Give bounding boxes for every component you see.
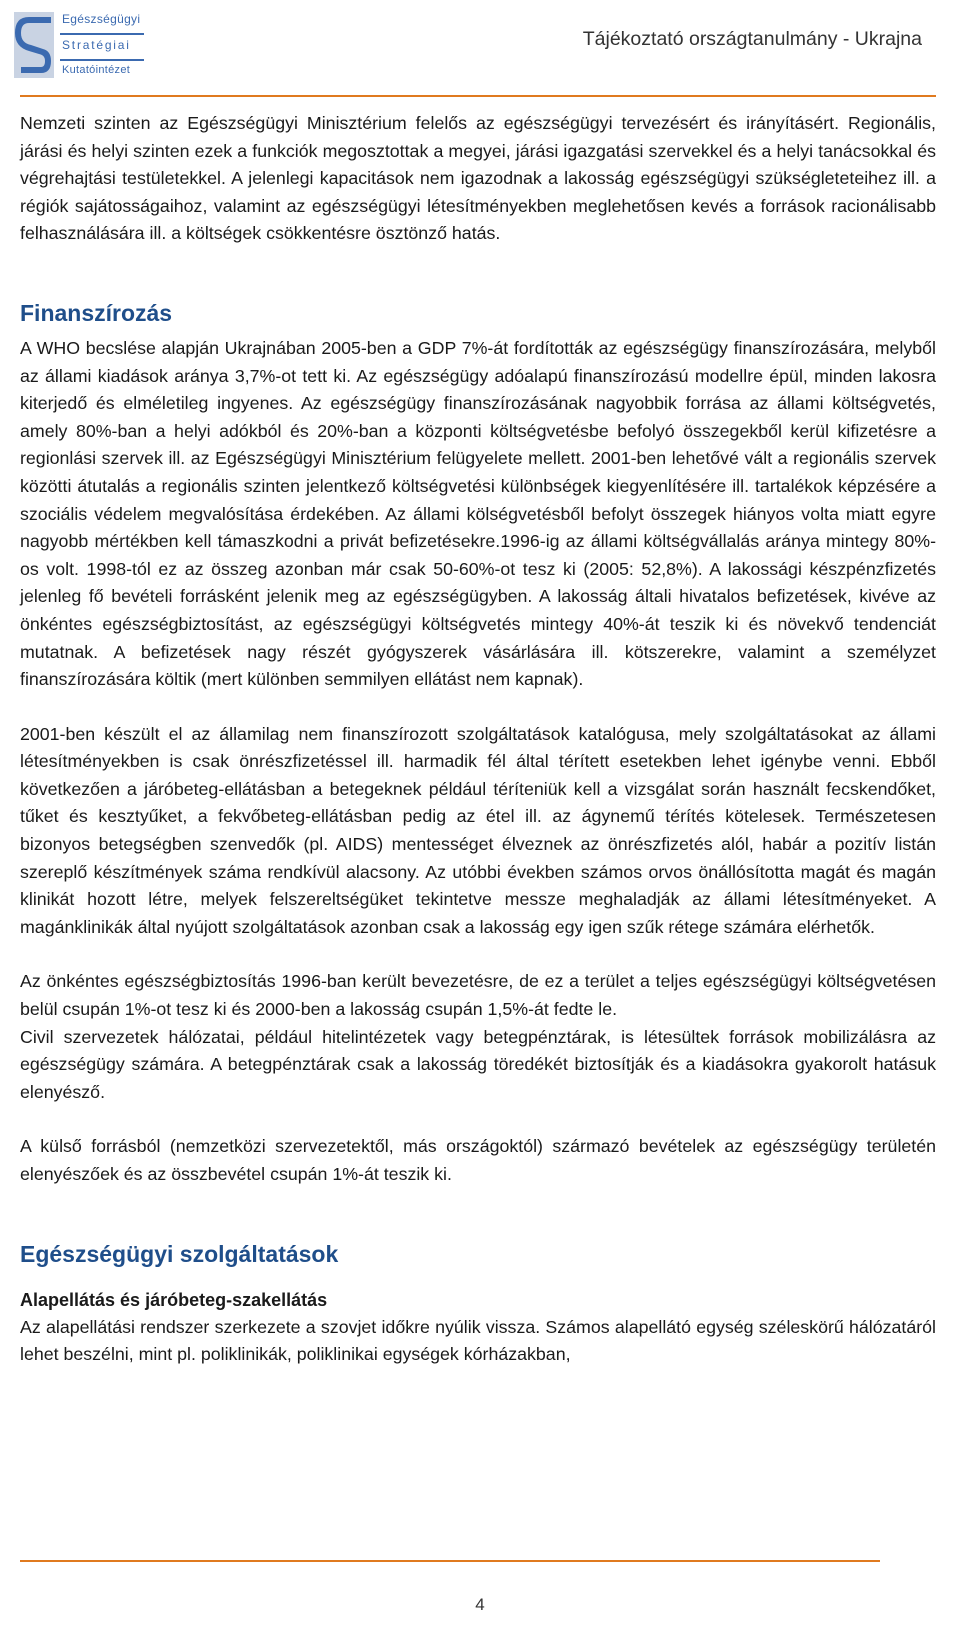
section-heading-financing: Finanszírozás [20, 299, 173, 326]
institute-logo [14, 8, 144, 82]
subsection-heading-primary-care: Alapellátás és járóbeteg-szakellátás [20, 1289, 328, 1310]
services-paragraph: Az alapellátási rendszer szerkezete a szovjet időkre nyúlik vissza. Számos alapellátó egység széleskörű hálózatáról lehet beszélni, mint pl. poliklinikák, poliklinikai egységek kórházakban, [20, 1316, 936, 1365]
intro-paragraph: Nemzeti szinten az Egészségügyi Minisztérium felelős az egészségügyi tervezésért és irányításért. Regionális, járási és helyi szinten ezek a funkciók megosztottak a megyei, járási igazgatási szervekkel és a helyi tanácsokkal és végrehajtási testületekkel. A jelenlegi kapacitások nem igazodnak a lakosság egészségügyi szükségleteteihez ill. a régiók sajátosságaihoz, valamint az egészségügyi létesítményekben meglehetősen kevés a források racionálisabb felhasználására ill. a költségek csökkentésre ösztönző hatás. [20, 113, 936, 244]
financing-paragraph-1: A WHO becslése alapján Ukrajnában 2005-ben a GDP 7%-át fordították az egészségügy finanszírozására, melyből az állami kiadások aránya 3,7%-ot tett ki. Az egészségügy adóalapú finanszírozású modellre épül, minden lakosra kiterjedő és elméletileg ingyenes. Az egészségügy finanszírozásának nagyobbik forrása az állami költségvetés, amely 80%-ban a helyi adókból és 20%-ban a központi költségvetésbe befolyó összegekből kerül kifizetésre a regionlási szervek ill. az Egészségügyi Minisztérium felügyelete mellett. 2001-ben lehetővé vált a regionális szervek közötti átutalás a regionális szinten jelentkező költségvetési különbségek kiegyenlítésére ill. tartalékok képzésére a szociális védelem megvalósítása érdekében. Az állami kölségvetésből befolyt összegek hiányos volta miatt egyre nagyobb mértékben kell támaszkodni a privát befizetésekre.1996-ig az állami költségvállalás aránya mintegy 80%-os volt. 1998-tól ez az összeg azonban már csak 50-60%-ot tesz ki (2005: 52,8%). A lakossági készpénzfizetés jelenleg fő bevételi forrásként jelenik meg az egészségügyben. A lakosság általi hivatalos befizetések, kivéve az önkéntes egészségbiztosítást, az egészségügyi költségvetés mintegy 40%-át teszik ki és növekvő tendenciát mutatnak. A befizetések nagy részét gyógyszerek vásárlására ill. kötszerekre, valamint a személyzet finanszírozására költik (mert különben semmilyen ellátást nem kapnak). [20, 337, 936, 690]
logo-divider [60, 59, 144, 61]
document-body [20, 110, 936, 1369]
financing-paragraph-5: A külső forrásból (nemzetközi szervezetektől, más országoktól) származó bevételek az egészségügy területén elenyészőek és az összbevétel csupán 1%-át teszik ki. [20, 1136, 936, 1184]
header-divider [20, 95, 936, 97]
footer-divider [20, 1560, 880, 1562]
page-number: 4 [475, 1595, 485, 1614]
financing-paragraph-2: 2001-ben készült el az államilag nem finanszírozott szolgáltatások katalógusa, mely szolgáltatásokat az állami létesítményekben is csak önrészfizetéssel ill. harmadik fél által térített esetekben lehet igénybe venni. Ebből következően a járóbeteg-ellátásban a betegeknek például téríteniük kell a vizsgálat során használt fecskendőket, tűket és kesztyűket, a fekvőbeteg-ellátásban pedig az étel ill. az ágynemű térítés kötelesek. Természetesen bizonyos betegségben szenvedők (pl. AIDS) mentességet élveznek az önrészfizetés alól, habár a pozitív listán szereplő készítmények száma rendkívül alacsony. Az utóbbi években számos orvos önállósította magát és magán klinikát hozott létre, melyek felszereltségüket tekintetve messze meghaladják az állami létesítményeket. A magánklinikák által nyújott szolgáltatások azonban csak a lakosság egy igen szűk rétege számára elérhetők. [20, 723, 936, 937]
logo-divider [60, 33, 144, 35]
section-heading-services: Egészségügyi szolgáltatások [20, 1240, 339, 1267]
financing-paragraph-3: Az önkéntes egészségbiztosítás 1996-ban került bevezetésre, de ez a terület a teljes egészségügyi költségvetésen belül csupán 1%-ot tesz ki és 2000-ben a lakosság csupán 1,5%-át fedte le. [20, 971, 936, 1020]
logo-s-mark-icon [14, 12, 54, 78]
page-header [0, 0, 960, 92]
logo-text-line1: Egészségügyi [62, 12, 141, 26]
document-title: Tájékoztató országtanulmány - Ukrajna [582, 28, 922, 50]
financing-paragraph-4: Civil szervezetek hálózatai, például hitelintézetek vagy betegpénztárak, is létesültek források mobilizálásra az egészségügy számára. A betegpénztárak csak a lakosság töredékét biztosítják és a kiadásokra gyakorolt hatásuk elenyésző. [20, 1026, 936, 1102]
logo-text-line2: Stratégiai [62, 38, 131, 52]
logo-text-line3: Kutatóintézet [62, 64, 131, 76]
